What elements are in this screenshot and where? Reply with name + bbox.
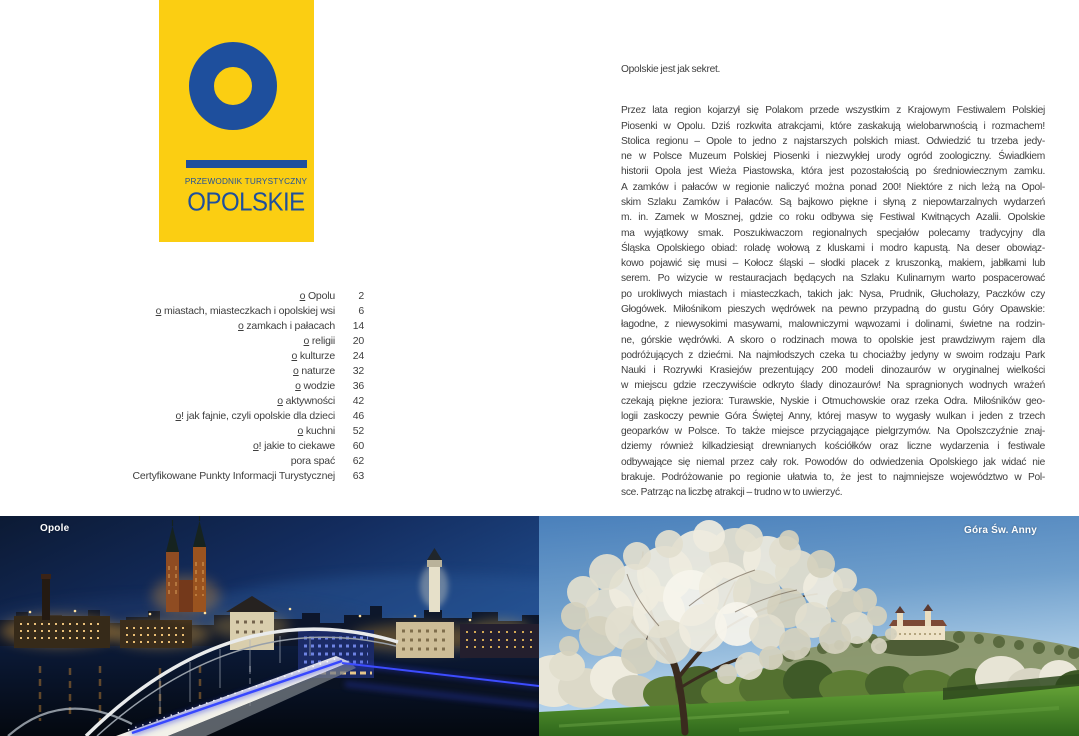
toc-item[interactable]	[60, 304, 364, 319]
paragraph-line: po urokliwych miastach i miasteczkach, takich jak: Nysa, Prudnik, Głuchołazy, Paczków czy	[621, 288, 1045, 300]
paragraph-line: w miejscu gdzie rzeczywiście odkryto ślady dinozaurów! Na spragnionych wodnych wrażeń	[621, 380, 1045, 392]
toc-item[interactable]	[60, 409, 364, 424]
toc-item[interactable]	[60, 364, 364, 379]
paragraph-line: Śląska Opolskiego obiad: roladę wołową z kluskami i modro kapustą. Na deser obowiąz-	[621, 242, 1045, 254]
toc-item[interactable]	[60, 349, 364, 364]
paragraph-line: Piosenki w Opolu. Dziś rozkwita atrakcjami, które zaskakują wielobarwnością i rozmachem!	[621, 120, 1045, 132]
opolskie-logo	[159, 0, 314, 242]
paragraph-line: czekają piękne jeziora: Turawskie, Nyskie i Otmuchowskie oraz rzeka Odra. Miłośników geo-	[621, 395, 1045, 407]
toc-item-page: 6	[358, 305, 364, 317]
toc-item-page: 62	[352, 455, 364, 467]
paragraph-line: geoparków w Polsce. To także miejsce przyciągające pielgrzymów. Na Opolszczyźnie znaj-	[621, 426, 1045, 438]
logo-divider-bar	[186, 160, 307, 168]
toc-item[interactable]	[60, 454, 364, 469]
toc-item[interactable]	[60, 439, 364, 454]
paragraph-line: skim Szlaku Zamków i Pałaców. Są bajkowo piękne i słyną z niepowtarzalnych wydarzeń	[621, 196, 1045, 208]
toc-list	[60, 289, 364, 484]
paragraph-line: Nauki i Rozrywki Krasiejów prezentujący 200 modeli dinozaurów w oryginalnej wielkości	[621, 365, 1045, 377]
toc-item[interactable]	[60, 334, 364, 349]
toc-item-label: o naturze	[293, 365, 335, 377]
toc-item-label: o miastach, miasteczkach i opolskiej wsi	[155, 305, 335, 317]
toc-item-label: o Opolu	[299, 290, 335, 302]
toc-item[interactable]	[60, 394, 364, 409]
photo-caption-gora-sw-anny: Góra Św. Anny	[964, 525, 1037, 536]
paragraph-line: serem. Po wizycie w restauracjach będących na Szlaku Kulinarnym warto pospacerować	[621, 273, 1045, 285]
toc-item-page: 20	[352, 335, 364, 347]
toc-item-label: o zamkach i pałacach	[238, 320, 335, 332]
paragraph-line: kowo pojawić się musi – Kołocz śląski – słodki placek z kruszonką, makiem, jabłkami lub	[621, 258, 1045, 270]
toc-item[interactable]	[60, 319, 364, 334]
toc-item-page: 52	[352, 425, 364, 437]
logo-subtitle: PRZEWODNIK TURYSTYCZNY	[184, 177, 308, 186]
paragraph-line: podróżujących z dziećmi. Na najmłodszych czeka tu chociażby jedyny w swoim rodzaju Park	[621, 349, 1045, 361]
toc-item-page: 2	[358, 290, 364, 302]
paragraph-line: dziemy również kilkadziesiąt drewnianych kościółków oraz liczne wydarzenia i festiwale	[621, 441, 1045, 453]
article-column	[621, 62, 1045, 501]
article-intro-line: Opolskie jest jak sekret.	[621, 64, 721, 75]
toc-item[interactable]	[60, 379, 364, 394]
paragraph-line: Głogówek. Miłośnikom pieszych wędrówek na pewno przypadną do gustu Góry Opawskie:	[621, 303, 1045, 315]
toc-item-label: o aktywności	[277, 395, 335, 407]
gora-sw-anny-illustration	[539, 516, 1079, 736]
paragraph-line: brakuje. Podróżowanie po regionie ułatwia to, że jest to najmniejsze województwo w Pol-	[621, 472, 1045, 484]
toc-item-label: o religii	[303, 335, 335, 347]
toc-item[interactable]	[60, 289, 364, 304]
paragraph-line: łagodne, z niewysokimi masywami, malowniczymi wąwozami i dolinami, świetne na rodzin-	[621, 319, 1045, 331]
paragraph-line: sce. Patrząc na liczbę atrakcji – trudno w to uwierzyć.	[621, 487, 843, 499]
gora-sw-anny-photo	[539, 516, 1079, 736]
opole-night-illustration	[0, 516, 539, 736]
paragraph-line: ne w Polsce Muzeum Polskiej Piosenki i niezwykłej urody ogród zoologiczny. Świadkiem	[621, 151, 1045, 163]
toc-item-label: Certyfikowane Punkty Informacji Turystycznej	[132, 470, 335, 482]
toc-item[interactable]	[60, 424, 364, 439]
toc-item-label: o kulturze	[291, 350, 335, 362]
photo-caption-opole: Opole	[40, 523, 70, 534]
paragraph-line: m. in. Zamek w Mosznej, gdzie co roku odbywa się Festiwal Kwitnących Azalii. Opolskie	[621, 212, 1045, 224]
paragraph-line: ne, górskie wędrówki. A skoro o rodzinach mowa to opolskie jest prawdziwym rajem dla	[621, 334, 1045, 346]
article-paragraph	[621, 103, 1045, 500]
toc-item-page: 14	[352, 320, 364, 332]
paragraph-line: logii zaskoczy pewnie Góra Świętej Anny, której masyw to wygasły wulkan i jeden z trzech	[621, 410, 1045, 422]
toc-item-page: 36	[352, 380, 364, 392]
toc-item-page: 46	[352, 410, 364, 422]
opole-night-photo	[0, 516, 539, 736]
toc-item[interactable]	[60, 469, 364, 484]
paragraph-line: ma wyjątkowy smak. Poszukiwaczom regionalnych specjałów polecamy tradycyjny dla	[621, 227, 1045, 239]
paragraph-line: historii Opola jest Wieża Piastowska, która jest pozostałością po średniowiecznym zamku.	[621, 166, 1045, 178]
logo-title: OPOLSKIE	[187, 188, 305, 218]
toc-item-page: 60	[352, 440, 364, 452]
toc-item-page: 42	[352, 395, 364, 407]
toc-item-label: pora spać	[290, 455, 335, 467]
toc-item-page: 32	[352, 365, 364, 377]
paragraph-line: A zamków i pałaców w regionie naliczyć można ponad 200! Niektóre z nich leżą na Opol-	[621, 181, 1045, 193]
photo-strip	[0, 516, 1079, 736]
toc-item-page: 24	[352, 350, 364, 362]
paragraph-line: Przez lata region kojarzył się Polakom przede wszystkim z Krajowym Festiwalem Polskiej	[621, 105, 1045, 117]
toc-item-label: o wodzie	[295, 380, 335, 392]
paragraph-line: Stolica regionu – Opole to jedno z najstarszych polskich miast. Odwiedzić tu trzeba jedy-	[621, 135, 1045, 147]
paragraph-line: odbywające się niemal przez cały rok. Powodów do odwiedzenia Opolskiego jak widać nie	[621, 456, 1045, 468]
toc-item-label: o! jak fajnie, czyli opolskie dla dzieci	[175, 410, 335, 422]
toc-item-label: o! jakie to ciekawe	[253, 440, 335, 452]
toc-item-label: o kuchni	[297, 425, 335, 437]
logo-o-ring-icon	[189, 42, 277, 130]
toc-item-page: 63	[352, 470, 364, 482]
